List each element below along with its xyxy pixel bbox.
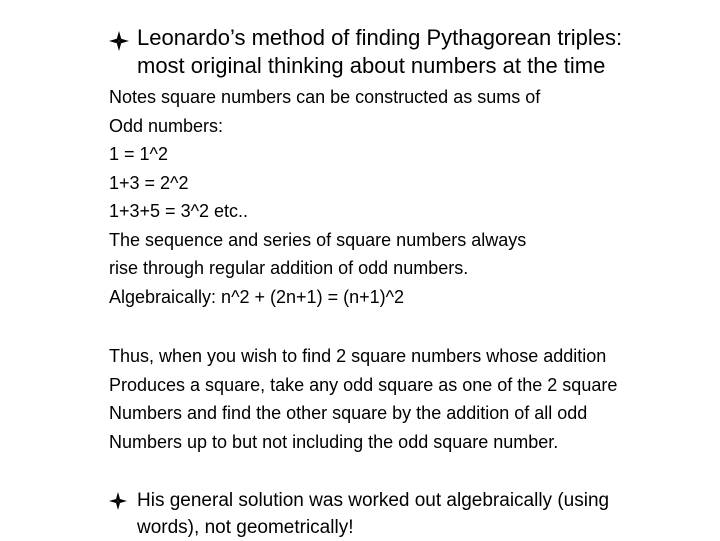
paragraph-line: Algebraically: n^2 + (2n+1) = (n+1)^2: [109, 286, 405, 307]
bullet-solution-text: [137, 487, 717, 541]
bullet-heading-text: [137, 24, 717, 80]
paragraph-line: rise through regular addition of odd numbers.: [109, 258, 469, 278]
bullet-solution-line: His general solution was worked out algebraically (using: [137, 490, 610, 511]
paragraph-line: Odd numbers:: [109, 115, 224, 136]
bullet-heading-line: Leonardo’s method of finding Pythagorean triples:: [137, 25, 623, 50]
bullet-general-solution: [109, 487, 709, 541]
paragraph-line: 1 = 1^2: [109, 144, 168, 164]
paragraph-line: Notes square numbers can be constructed as sums of: [109, 87, 541, 107]
paragraph-line: Thus, when you wish to find 2 square numbers whose addition: [109, 346, 607, 366]
odd-numbers-paragraph: [109, 83, 709, 311]
method-paragraph: [109, 342, 709, 456]
diamond-bullet-icon: [109, 492, 127, 510]
paragraph-line: Produces a square, take any odd square as one of the 2 square: [109, 374, 618, 395]
bullet-leonardo-method: [109, 24, 709, 84]
bullet-heading-line: most original thinking about numbers at the time: [137, 53, 606, 78]
paragraph-line: 1+3 = 2^2: [109, 172, 189, 193]
paragraph-line: Numbers and find the other square by the addition of all odd: [109, 403, 588, 423]
bullet-solution-line: words), not geometrically!: [137, 517, 354, 538]
paragraph-line: The sequence and series of square numbers always: [109, 229, 527, 250]
paragraph-line: 1+3+5 = 3^2 etc..: [109, 201, 249, 221]
diamond-bullet-icon: [109, 31, 129, 51]
paragraph-line: Numbers up to but not including the odd square number.: [109, 431, 559, 452]
